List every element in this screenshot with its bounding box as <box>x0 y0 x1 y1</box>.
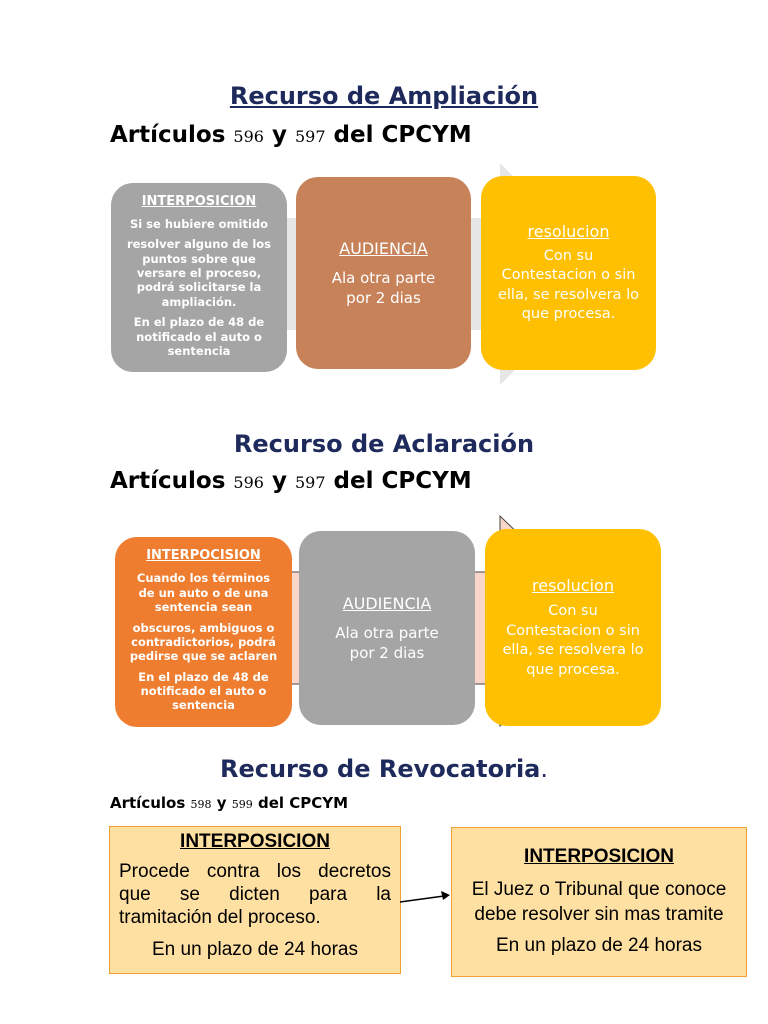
section2-title: Recurso de Aclaración <box>233 430 535 458</box>
ampliacion-audiencia-box: AUDIENCIA Ala otra parte por 2 dias <box>296 177 471 369</box>
ampliacion-resolucion-box: resolucion Con su Contestacion o sin ella, se resolvera lo que procesa. <box>481 176 656 370</box>
section1-title: Recurso de Ampliación <box>229 82 539 110</box>
section1-subtitle: Artículos 596 y 597 del CPCYM <box>110 122 472 148</box>
arrow-connector <box>398 888 454 908</box>
aclaracion-audiencia-box: AUDIENCIA Ala otra parte por 2 dias <box>299 531 475 725</box>
box-heading: INTERPOCISION <box>146 548 261 564</box>
box-heading: INTERPOSICION <box>524 846 674 867</box>
revocatoria-right-box: INTERPOSICION El Juez o Tribunal que conoce debe resolver sin mas tramite En un plazo de 24 horas <box>451 827 747 977</box>
section3-subtitle: Artículos 598 y 599 del CPCYM <box>110 794 349 812</box>
box-heading: resolucion <box>532 575 614 595</box>
ampliacion-interposicion-box: INTERPOSICION Si se hubiere omitido resolver alguno de los puntos sobre que versare el proceso, podrá solicitarse la ampliación. En el plazo de 48 de notificado el auto o sentencia <box>111 183 287 372</box>
box-heading: INTERPOSICION <box>141 193 257 209</box>
aclaracion-resolucion-box: resolucion Con su Contestacion o sin ella, se resolvera lo que procesa. <box>485 529 661 726</box>
section3-title: Recurso de Revocatoria. <box>219 755 549 783</box>
box-heading: resolucion <box>527 222 610 242</box>
box-heading: INTERPOSICION <box>180 831 330 852</box>
revocatoria-left-box: INTERPOSICION Procede contra los decretos que se dicten para la tramitación del proceso. En un plazo de 24 horas <box>109 826 401 974</box>
box-heading: AUDIENCIA <box>342 593 432 613</box>
box-heading: AUDIENCIA <box>339 238 428 258</box>
aclaracion-interposicion-box: INTERPOCISION Cuando los términos de un auto o de una sentencia sean obscuros, ambiguos o contradictorios, podrá pedirse que se aclaren En el plazo de 48 de notificado el auto o sentencia <box>115 537 292 727</box>
section2-subtitle: Artículos 596 y 597 del CPCYM <box>110 468 472 494</box>
